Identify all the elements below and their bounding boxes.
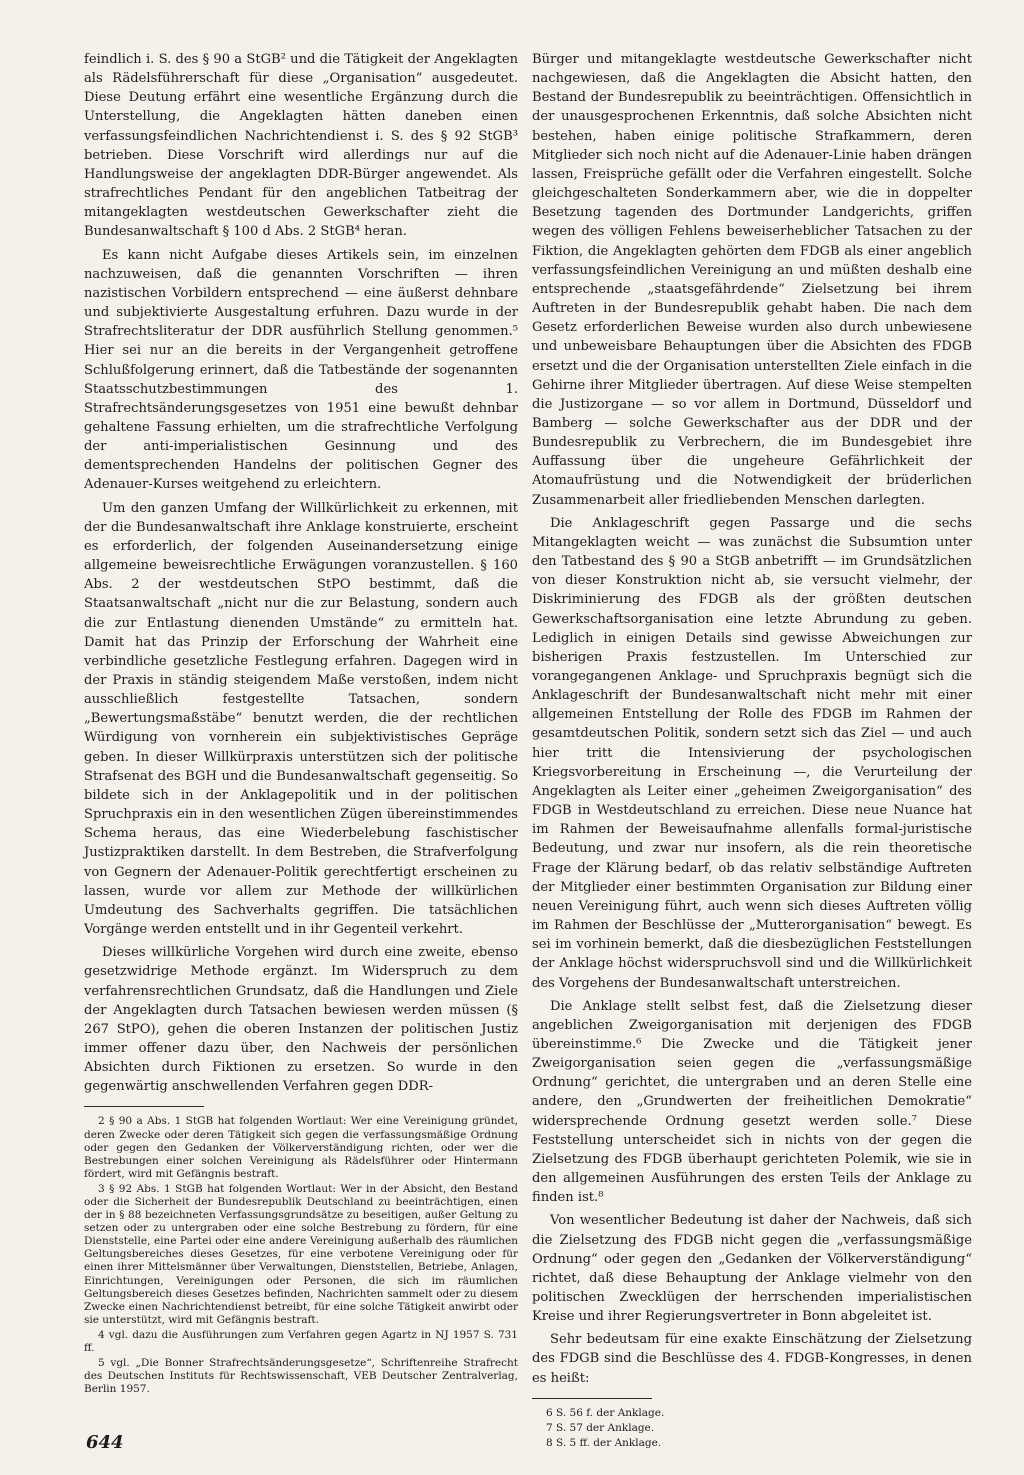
right-column <box>532 50 972 1452</box>
left-column <box>84 50 518 1398</box>
body-paragraph: Die Anklageschrift gegen Passarge und die sechs Mitangeklagten weicht — was zunächst die Subsumtion unter den Tatbestand des § 90 a StGB anbetrifft — im Grundsätzlichen von dieser Konstruktion nicht ab, sie versucht vielmehr, der Diskriminierung des FDGB als der größten deutschen Gewerkschaftsorganisation eine letzte Abrundung zu geben. Lediglich in einigen Details sind gewisse Abweichungen zur bisherigen Praxis festzustellen. Im Unterschied zur vorangegangenen Anklage- und Spruchpraxis begnügt sich die Anklageschrift der Bundesanwaltschaft nicht mehr mit einer allgemeinen Entstellung der Rolle des FDGB im Rahmen der gesamtdeutschen Politik, sondern setzt sich das Ziel — und auch hier tritt die Intensivierung der psychologischen Kriegsvorbereitung in Erscheinung —, die Verurteilung der Angeklagten als Leiter einer „geheimen Zweigorganisation“ des FDGB in Westdeutschland zu erreichen. Diese neue Nuance hat im Rahmen der Beweisaufnahme allenfalls formal-juristische Bedeutung, und zwar nur insofern, als die rein theoretische Frage der Klärung bedarf, ob das relativ selbständige Auftreten der Mitglieder einer bestimmten Organisation zur Bildung einer neuen Vereinigung führt, auch wenn sich dieses Auftreten völlig im Rahmen der Beschlüsse der „Mutterorganisation“ bewegt. Es sei im vorhinein bemerkt, daß die diesbezüglichen Feststellungen der Anklage höchst widerspruchsvoll sind und die Willkürlichkeit des Vorgehens der Bundesanwaltschaft unterstreichen. <box>532 515 972 991</box>
body-paragraph: Die Anklage stellt selbst fest, daß die Zielsetzung dieser angeblichen Zweigorganisation mit derjenigen des FDGB übereinstimme.⁶ Die Zwecke und die Tätigkeit jener Zweigorganisation seien gegen die „verfassungsmäßige Ordnung“ gerichtet, die untergraben und an deren Stelle eine andere, den „Grundwerten der freiheitlichen Demokratie“ widersprechende Ordnung gesetzt werden solle.⁷ Diese Feststellung unterscheidet sich in nichts von der gegen die Zielsetzung des FDGB überhaupt gerichteten Polemik, wie sie in den allgemeinen Ausführungen des ersten Teils der Anklage zu finden ist.⁸ <box>532 998 972 1206</box>
body-paragraph: Es kann nicht Aufgabe dieses Artikels sein, im einzelnen nachzuweisen, daß die genannten Vorschriften — ihren nazistischen Vorbildern entsprechend — eine äußerst dehnbare und subjektivierte Ausgestaltung erfuhren. Dazu wurde in der Strafrechtsliteratur der DDR ausführlich Stellung genommen.⁵ Hier sei nur an die bereits in der Vergangenheit getroffene Schlußfolgerung erinnert, daß die Tatbestände der sogenannten Staatsschutzbestimmungen des 1. Strafrechtsänderungsgesetzes von 1951 eine bewußt dehnbar gehaltene Fassung erhielten, um die strafrechtliche Verfolgung der anti-imperialistischen Gesinnung und des dementsprechenden Handelns der politischen Gegner des Adenauer-Kurses weitgehend zu erleichtern. <box>84 247 518 493</box>
body-paragraph: Dieses willkürliche Vorgehen wird durch eine zweite, ebenso gesetzwidrige Methode ergänzt. Im Widerspruch zu dem verfahrensrechtlichen Grundsatz, daß die Handlungen und Ziele der Angeklagten durch Tatsachen bewiesen werden müssen (§ 267 StPO), gehen die oberen Instanzen der politischen Justiz immer offener dazu über, den Nachweis der persönlichen Absichten durch Fiktionen zu ersetzen. So wurde in den gegenwärtig anschwellenden Verfahren gegen DDR- <box>84 945 518 1095</box>
footnote: 5 vgl. „Die Bonner Strafrechtsänderungsgesetze“, Schriftenreihe Strafrecht des Deutschen Instituts für Rechtswissenschaft, VEB Deutscher Zentralverlag, Berlin 1957. <box>84 1357 518 1396</box>
footnote: 4 vgl. dazu die Ausführungen zum Verfahren gegen Agartz in NJ 1957 S. 731 ff. <box>84 1328 518 1355</box>
footnote-divider <box>84 1106 204 1107</box>
body-paragraph: feindlich i. S. des § 90 a StGB² und die Tätigkeit der Angeklagten als Rädelsführerschaft für diese „Organisation“ ausgedeutet. Diese Deutung erfährt eine wesentliche Ergänzung durch die Unterstellung, die Angeklagten hätten daneben einen verfassungsfeindlichen Nachrichtendienst i. S. des § 92 StGB³ betrieben. Diese Vorschrift wird allerdings nur auf die Handlungsweise der angeklagten DDR-Bürger angewendet. Als strafrechtliches Pendant für den angeblichen Tatbeitrag der mitangeklagten westdeutschen Gewerkschafter zieht die Bundesanwaltschaft § 100 d Abs. 2 StGB⁴ heran. <box>84 52 518 240</box>
footnote: 6 S. 56 f. der Anklage. <box>546 1406 665 1419</box>
page-number: 644 <box>86 1432 124 1453</box>
footnote-divider <box>532 1398 652 1399</box>
footnote-list <box>532 1407 682 1450</box>
body-paragraph: Bürger und mitangeklagte westdeutsche Gewerkschafter nicht nachgewiesen, daß die Angeklagten die Absicht hatten, den Bestand der Bundesrepublik zu beeinträchtigen. Offensichtlich in der unausgesprochenen Erkenntnis, daß solche Absichten nicht bestehen, haben einige politische Strafkammern, deren Mitglieder sich noch nicht auf die Adenauer-Linie haben drängen lassen, Freisprüche gefällt oder die Verfahren eingestellt. Solche gleichgeschalteten Sonderkammern aber, wie die in doppelter Besetzung tagenden des Dortmunder Landgerichts, griffen wegen des völligen Fehlens beweiserheblicher Tatsachen zu der Fiktion, die Angeklagten gehörten dem FDGB als einer angeblich verfassungsfeindlichen Vereinigung an und müßten deshalb eine entsprechende „staatsgefährdende“ Zielsetzung bei ihrem Auftreten in der Bundesrepublik gehabt haben. Die nach dem Gesetz erforderlichen Beweise wurden also durch unbewiesene und unbeweisbare Behauptungen über die Absichten des FDGB ersetzt und die der Organisation unterstellten Ziele einfach in die Gehirne ihrer Mitglieder übertragen. Auf diese Weise stempelten die Justizorgane — so vor allem in Dortmund, Düsseldorf und Bamberg — solche Gewerkschafter aus der DDR und der Bundesrepublik zu Verbrechern, die im Bundesgebiet ihre Auffassung über die ungeheure Gefährlichkeit der Atomaufrüstung und die Notwendigkeit der brüderlichen Zusammenarbeit aller friedliebenden Menschen darlegten. <box>532 52 972 508</box>
footnote: 2 § 90 a Abs. 1 StGB hat folgenden Wortlaut: Wer eine Vereinigung gründet, deren Zwecke oder deren Tätigkeit sich gegen die verfassungsmäßige Ordnung oder gegen den Gedanken der Völkerverständigung richten, oder wer die Bestrebungen einer solchen Vereinigung als Rädelsführer oder Hintermann fördert, wird mit Gefängnis bestraft. <box>84 1115 518 1180</box>
footnote: 7 S. 57 der Anklage. <box>546 1421 655 1434</box>
body-paragraph: Um den ganzen Umfang der Willkürlichkeit zu erkennen, mit der die Bundesanwaltschaft ihre Anklage konstruierte, erscheint es erforderlich, der folgenden Auseinandersetzung einige allgemeine beweisrechtliche Erwägungen voranzustellen. § 160 Abs. 2 der westdeutschen StPO bestimmt, daß die Staatsanwaltschaft „nicht nur die zur Belastung, sondern auch die zur Entlastung dienenden Umstände“ zu ermitteln hat. Damit hat das Prinzip der Erforschung der Wahrheit eine verbindliche gesetzliche Festlegung erfahren. Dagegen wird in der Praxis in ständig steigendem Maße verstoßen, indem nicht ausschließlich festgestellte Tatsachen, sondern „Bewertungsmaßstäbe“ benutzt werden, die der rechtlichen Würdigung von vornherein ein subjektivistisches Gepräge geben. In dieser Willkürpraxis unterstützen sich der politische Strafsenat des BGH und die Bundesanwaltschaft gegenseitig. So bildete sich in der Anklagepolitik und in der politischen Spruchpraxis ein in den wesentlichen Zügen übereinstimmendes Schema heraus, das eine Wiederbelebung faschistischer Justizpraktiken darstellt. In dem Bestreben, die Strafverfolgung von Gegnern der Adenauer-Politik gerechtfertigt erscheinen zu lassen, wurde vor allem zur Methode der willkürlichen Umdeutung des Sachverhalts gegriffen. Die tatsächlichen Vorgänge werden entstellt und in ihr Gegenteil verkehrt. <box>84 500 518 938</box>
body-paragraph: Von wesentlicher Bedeutung ist daher der Nachweis, daß sich die Zielsetzung des FDGB nicht gegen die „verfassungsmäßige Ordnung“ oder gegen den „Gedanken der Völkerverständigung“ richtet, daß diese Behauptung der Anklage vielmehr von den politischen Zwecklügen der herrschenden imperialistischen Kreise und ihrer Regierungsvertreter in Bonn abgeleitet ist. <box>532 1213 972 1325</box>
body-paragraph: Sehr bedeutsam für eine exakte Einschätzung der Zielsetzung des FDGB sind die Beschlüsse des 4. FDGB-Kongresses, in denen es heißt: <box>532 1332 972 1386</box>
footnote: 8 S. 5 ff. der Anklage. <box>546 1436 662 1449</box>
footnote: 3 § 92 Abs. 1 StGB hat folgenden Wortlaut: Wer in der Absicht, den Bestand oder die Sicherheit der Bundesrepublik Deutschland zu beeinträchtigen, einen der in § 88 bezeichneten Verfassungsgrundsätze zu beseitigen, außer Geltung zu setzen oder zu untergraben oder eine solche Bestrebung zu fördern, für eine Dienststelle, eine Partei oder eine andere Vereinigung außerhalb des räumlichen Geltungsbereiches dieses Gesetzes, für eine verbotene Vereinigung oder für einen ihrer Mittelsmänner über Verwaltungen, Dienststellen, Betriebe, Anlagen, Einrichtungen, Vereinigungen oder Personen, die sich im räumlichen Geltungsbereich dieses Gesetzes befinden, Nachrichten sammelt oder zu diesem Zwecke einen Nachrichtendienst betreibt, für eine solche Tätigkeit anwirbt oder sie unterstützt, wird mit Gefängnis bestraft. <box>84 1182 518 1326</box>
